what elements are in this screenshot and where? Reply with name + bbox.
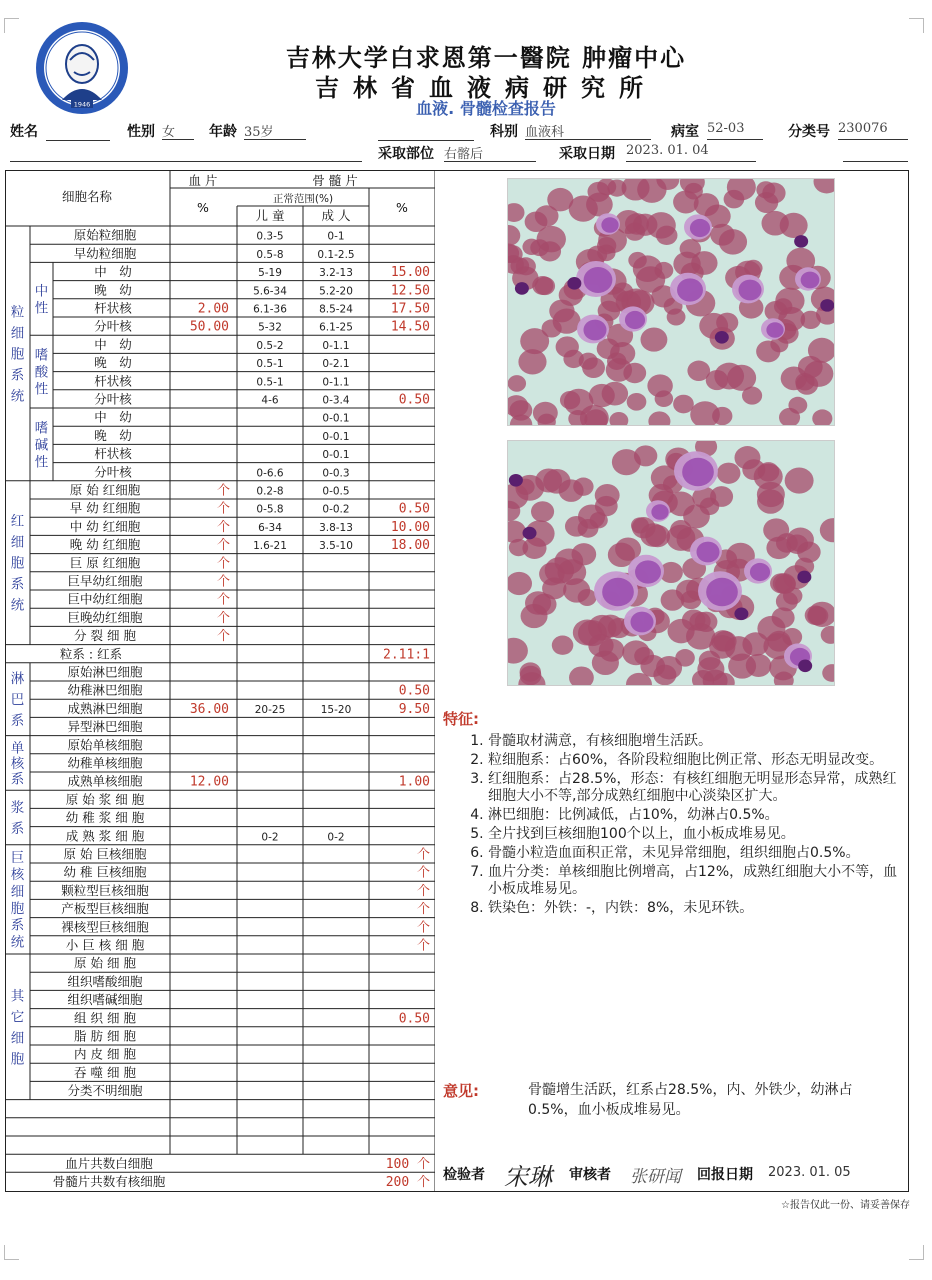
cell-name: 中 幼 红细胞 bbox=[69, 518, 141, 534]
blank-line bbox=[843, 143, 908, 162]
cell-name: 分 裂 细 胞 bbox=[74, 628, 136, 644]
cell-name: 原 始 细 胞 bbox=[74, 955, 136, 971]
cell-count-table bbox=[5, 170, 435, 1192]
cell-name: 巨晚幼红细胞 bbox=[67, 609, 143, 625]
blood-count: 个 bbox=[216, 574, 230, 590]
blood-pct: 50.00 bbox=[189, 319, 229, 335]
red-blood-cell bbox=[700, 497, 720, 515]
cell-name: 巨中幼红细胞 bbox=[67, 591, 143, 607]
header-cell-name: 细胞名称 bbox=[61, 189, 113, 204]
red-blood-cell bbox=[547, 188, 573, 211]
range-adult: 0-1.1 bbox=[322, 376, 350, 389]
red-blood-cell bbox=[770, 573, 792, 593]
cell-name: 巨 原 红细胞 bbox=[69, 555, 141, 571]
cell-name: 分叶核 bbox=[94, 464, 132, 480]
cell-name: 晚 幼 bbox=[94, 427, 132, 443]
red-blood-cell bbox=[641, 328, 668, 352]
cell-name: 成 熟 浆 细 胞 bbox=[65, 828, 145, 844]
red-blood-cell bbox=[673, 190, 699, 213]
range-adult: 0-2.1 bbox=[322, 358, 350, 371]
feature-item: 4. 淋巴细胞：比例减低，占10%，幼淋占0.5%。 bbox=[488, 807, 908, 824]
blood-count: 个 bbox=[216, 501, 230, 517]
cell-nucleus bbox=[696, 542, 719, 563]
subgroup-label: 嗜酸性 bbox=[34, 347, 49, 398]
blank-line bbox=[378, 122, 474, 141]
cell-name: 组织嗜酸细胞 bbox=[67, 973, 143, 989]
feature-item: 2. 粒细胞系：占60%，各阶段粒细胞比例正常、形态无明显改变。 bbox=[488, 752, 908, 769]
red-blood-cell bbox=[763, 518, 789, 541]
return-date-value: 2023. 01. 05 bbox=[768, 1165, 851, 1180]
microscope-image-top bbox=[507, 178, 835, 426]
ward-value: 52-03 bbox=[707, 121, 763, 140]
corner-mark bbox=[909, 18, 924, 33]
ward-label: 病室 bbox=[671, 124, 699, 140]
red-blood-cell bbox=[756, 341, 780, 363]
group-label: 红细胞系统 bbox=[10, 513, 25, 614]
red-blood-cell bbox=[756, 181, 775, 198]
cell-nucleus bbox=[801, 272, 820, 289]
cell-name: 组 织 细 胞 bbox=[74, 1010, 136, 1026]
range-child: 6.1-36 bbox=[253, 303, 287, 316]
group-label: 其它细胞 bbox=[10, 988, 25, 1068]
range-child: 20-25 bbox=[254, 703, 286, 716]
marrow-pct: 2.11:1 bbox=[383, 647, 430, 663]
cell-name: 颗粒型巨核细胞 bbox=[61, 882, 149, 898]
cell-name: 分叶核 bbox=[94, 391, 132, 407]
range-child: 6-34 bbox=[258, 521, 282, 534]
header-marrow: 骨 髓 片 bbox=[312, 173, 358, 188]
red-blood-cell bbox=[607, 352, 626, 369]
blood-pct: 12.00 bbox=[189, 774, 229, 790]
range-adult: 3.2-13 bbox=[319, 267, 353, 280]
red-blood-cell bbox=[667, 309, 686, 326]
small-dark-cell bbox=[820, 299, 834, 312]
feature-item: 8. 铁染色：外铁：-，内铁：8%，未见环铁。 bbox=[488, 900, 908, 917]
reviewer-label: 审核者 bbox=[569, 1167, 611, 1183]
range-child: 4-6 bbox=[261, 394, 279, 407]
range-adult: 0-0.5 bbox=[322, 485, 350, 498]
red-blood-cell bbox=[598, 615, 623, 638]
red-blood-cell bbox=[537, 226, 566, 252]
cell-name: 粒系 : 红系 bbox=[59, 646, 123, 662]
cell-name: 分类不明细胞 bbox=[67, 1083, 143, 1099]
total-blood-value: 100 个 bbox=[385, 1157, 430, 1173]
header-adult: 成 人 bbox=[321, 208, 351, 223]
corner-mark bbox=[909, 1245, 924, 1260]
range-child: 0.5-1 bbox=[256, 376, 284, 389]
marrow-pct: 10.00 bbox=[390, 519, 430, 535]
red-blood-cell bbox=[628, 252, 646, 269]
blood-pct: 2.00 bbox=[197, 301, 229, 317]
range-child: 0-5.8 bbox=[256, 503, 284, 516]
cell-name: 晚 幼 红细胞 bbox=[69, 537, 141, 553]
cell-nucleus bbox=[583, 320, 606, 341]
cell-name: 晚 幼 bbox=[94, 355, 132, 371]
small-dark-cell bbox=[567, 277, 581, 290]
cell-name: 原 始 浆 细 胞 bbox=[65, 791, 145, 807]
footer-note: ☆报告仅此一份、请妥善保存 bbox=[781, 1200, 910, 1211]
range-adult: 0.1-2.5 bbox=[317, 248, 355, 261]
cell-name: 成熟单核细胞 bbox=[67, 773, 143, 789]
cell-nucleus bbox=[690, 219, 710, 237]
red-blood-cell bbox=[595, 484, 620, 506]
corner-mark bbox=[4, 1245, 19, 1260]
cell-name: 原 始 巨核细胞 bbox=[63, 846, 147, 862]
cell-nucleus bbox=[677, 278, 703, 301]
logo-year: 1946 bbox=[73, 100, 91, 109]
red-blood-cell bbox=[805, 605, 827, 625]
small-dark-cell bbox=[515, 282, 529, 295]
small-dark-cell bbox=[797, 571, 811, 584]
cell-nucleus bbox=[750, 563, 770, 581]
red-blood-cell bbox=[573, 619, 602, 645]
small-dark-cell bbox=[509, 474, 523, 487]
cell-name: 成熟淋巴细胞 bbox=[67, 700, 143, 716]
tester-label: 检验者 bbox=[443, 1167, 485, 1183]
red-blood-cell bbox=[717, 463, 741, 484]
red-blood-cell bbox=[582, 357, 605, 378]
range-adult: 0-0.2 bbox=[322, 503, 350, 516]
cell-name: 早 幼 红细胞 bbox=[69, 500, 141, 516]
cell-name: 杆状核 bbox=[94, 446, 132, 462]
red-blood-cell bbox=[706, 370, 728, 390]
cell-name: 中 幼 bbox=[94, 264, 132, 280]
red-blood-cell bbox=[785, 468, 814, 494]
cell-nucleus bbox=[706, 578, 738, 607]
feature-item: 7. 血片分类：单核细胞比例增高，占12%，成熟红细胞大小不等，血小板成堆易见。 bbox=[488, 864, 908, 898]
cell-name: 晚 幼 bbox=[94, 282, 132, 298]
marrow-pct: 个 bbox=[416, 902, 430, 918]
red-blood-cell bbox=[612, 449, 641, 475]
cell-name: 分叶核 bbox=[94, 318, 132, 334]
marrow-pct: 个 bbox=[416, 938, 430, 954]
range-child: 5.6-34 bbox=[253, 285, 287, 298]
red-blood-cell bbox=[549, 300, 574, 323]
range-adult: 3.8-13 bbox=[319, 521, 353, 534]
cell-name: 原始单核细胞 bbox=[67, 737, 143, 753]
red-blood-cell bbox=[640, 523, 666, 547]
red-blood-cell bbox=[680, 239, 701, 258]
red-blood-cell bbox=[552, 636, 574, 655]
header-blood: 血 片 bbox=[188, 173, 218, 188]
header-child: 儿 童 bbox=[255, 208, 285, 223]
marrow-pct: 个 bbox=[416, 865, 430, 881]
blood-count: 个 bbox=[216, 538, 230, 554]
date-label: 采取日期 bbox=[559, 146, 615, 162]
marrow-pct: 15.00 bbox=[390, 265, 430, 281]
range-child: 0-6.6 bbox=[256, 467, 284, 480]
range-child: 0.5-1 bbox=[256, 358, 284, 371]
red-blood-cell bbox=[808, 338, 835, 363]
range-child: 0.5-2 bbox=[256, 339, 284, 352]
marrow-pct: 18.00 bbox=[390, 538, 430, 554]
range-adult: 15-20 bbox=[320, 703, 352, 716]
sex-value: 女 bbox=[162, 121, 194, 140]
red-blood-cell bbox=[520, 666, 542, 686]
cell-nucleus bbox=[602, 578, 634, 607]
cell-nucleus bbox=[738, 280, 761, 301]
feature-item: 3. 红细胞系：占28.5%，形态：有核红细胞无明显形态异常，成熟红细胞大小不等,部分成熟红细胞中心淡染区扩大。 bbox=[488, 771, 908, 805]
range-adult: 0-2 bbox=[327, 831, 345, 844]
red-blood-cell bbox=[590, 512, 608, 528]
class-label: 分类号 bbox=[788, 124, 830, 140]
cell-nucleus bbox=[630, 612, 653, 633]
red-blood-cell bbox=[587, 182, 609, 202]
cell-name: 异型淋巴细胞 bbox=[67, 719, 143, 735]
marrow-pct: 0.50 bbox=[398, 1011, 430, 1027]
group-label: 粒细胞系统 bbox=[10, 304, 25, 405]
cell-nucleus bbox=[766, 322, 783, 338]
header-normal-range: 正常范围(%) bbox=[272, 193, 334, 205]
site-value: 右髂后 bbox=[444, 143, 536, 162]
red-blood-cell bbox=[507, 572, 532, 595]
range-child: 0.2-8 bbox=[256, 485, 284, 498]
group-label: 浆系 bbox=[10, 800, 25, 837]
range-adult: 6.1-25 bbox=[319, 321, 353, 334]
cell-name: 原始淋巴细胞 bbox=[67, 664, 143, 680]
red-blood-cell bbox=[742, 387, 762, 405]
cell-name: 杆状核 bbox=[94, 300, 132, 316]
cell-name: 吞 噬 细 胞 bbox=[74, 1064, 136, 1080]
red-blood-cell bbox=[533, 402, 558, 424]
dept-value: 血液科 bbox=[525, 121, 651, 140]
cell-nucleus bbox=[601, 217, 618, 233]
cell-name: 原 始 红细胞 bbox=[69, 482, 141, 498]
cell-name: 原始粒细胞 bbox=[73, 227, 137, 243]
hospital-name: 吉林大学白求恩第一醫院 肿瘤中心 bbox=[285, 43, 687, 72]
small-dark-cell bbox=[798, 659, 812, 672]
red-blood-cell bbox=[525, 591, 551, 615]
red-blood-cell bbox=[725, 636, 753, 661]
small-dark-cell bbox=[523, 527, 537, 540]
cell-name: 裸核型巨核细胞 bbox=[61, 919, 149, 935]
range-child: 5-19 bbox=[258, 267, 282, 280]
cell-nucleus bbox=[584, 267, 613, 293]
blood-count: 个 bbox=[216, 519, 230, 535]
range-adult: 0-1.1 bbox=[322, 339, 350, 352]
blood-count: 个 bbox=[216, 610, 230, 626]
name-label: 姓名 bbox=[10, 124, 38, 140]
range-adult: 8.5-24 bbox=[319, 303, 353, 316]
name-value bbox=[46, 122, 110, 141]
group-label: 巨核细胞系统 bbox=[10, 850, 25, 951]
subgroup-label: 中性 bbox=[34, 283, 49, 317]
red-blood-cell bbox=[653, 665, 676, 686]
range-adult: 0-0.1 bbox=[322, 412, 350, 425]
tester-signature: 宋琳 bbox=[504, 1163, 552, 1191]
red-blood-cell bbox=[559, 479, 584, 502]
blood-pct: 36.00 bbox=[189, 701, 229, 717]
small-dark-cell bbox=[734, 607, 748, 620]
features-heading: 特征: bbox=[443, 710, 479, 728]
red-blood-cell bbox=[646, 212, 675, 239]
range-child: 1.6-21 bbox=[253, 540, 287, 553]
cell-name: 内 皮 细 胞 bbox=[74, 1046, 136, 1062]
cell-name: 中 幼 bbox=[94, 336, 132, 352]
range-adult: 5.2-20 bbox=[319, 285, 353, 298]
return-date-label: 回报日期 bbox=[697, 1167, 753, 1183]
cell-name: 组织嗜碱细胞 bbox=[67, 992, 143, 1008]
feature-item: 6. 骨髓小粒造血面积正常，未见异常细胞，组织细胞占0.5%。 bbox=[488, 845, 908, 862]
range-adult: 3.5-10 bbox=[319, 540, 353, 553]
small-dark-cell bbox=[715, 331, 729, 344]
marrow-pct: 17.50 bbox=[390, 301, 430, 317]
marrow-pct: 1.00 bbox=[398, 774, 430, 790]
red-blood-cell bbox=[647, 374, 672, 397]
microscope-image-bottom bbox=[507, 440, 835, 686]
red-blood-cell bbox=[531, 501, 554, 522]
blood-count: 个 bbox=[216, 483, 230, 499]
red-blood-cell bbox=[545, 557, 574, 584]
range-child: 0.5-8 bbox=[256, 248, 284, 261]
red-blood-cell bbox=[746, 654, 772, 677]
range-child: 5-32 bbox=[258, 321, 282, 334]
range-child: 0.3-5 bbox=[256, 230, 284, 243]
marrow-pct: 14.50 bbox=[390, 319, 430, 335]
total-marrow-label: 骨髓片共数有核细胞 bbox=[52, 1174, 166, 1190]
cell-nucleus bbox=[635, 560, 661, 583]
cell-name: 幼 稚 巨核细胞 bbox=[63, 864, 147, 880]
blood-count: 个 bbox=[216, 556, 230, 572]
red-blood-cell bbox=[602, 382, 628, 406]
range-adult: 0-0.3 bbox=[322, 467, 350, 480]
total-marrow-value: 200 个 bbox=[385, 1175, 430, 1191]
corner-mark bbox=[4, 18, 19, 33]
range-adult: 0-1 bbox=[327, 230, 345, 243]
cell-nucleus bbox=[682, 458, 714, 487]
blood-count: 个 bbox=[216, 592, 230, 608]
report-title: 血液. 骨髓检查报告 bbox=[416, 99, 556, 118]
date-value: 2023. 01. 04 bbox=[626, 143, 756, 162]
range-adult: 0-3.4 bbox=[322, 394, 350, 407]
header-marrow-pct: % bbox=[396, 200, 408, 215]
red-blood-cell bbox=[800, 311, 820, 329]
marrow-pct: 0.50 bbox=[398, 392, 430, 408]
red-blood-cell bbox=[627, 393, 647, 411]
reviewer-signature: 张研闻 bbox=[630, 1167, 681, 1187]
subgroup-label: 嗜碱性 bbox=[34, 420, 49, 471]
group-label: 单核系 bbox=[10, 740, 25, 788]
marrow-pct: 个 bbox=[416, 847, 430, 863]
institute-name: 吉林省血液病研究所 bbox=[315, 73, 657, 102]
header-blood-pct: % bbox=[197, 200, 209, 215]
cell-name: 中 幼 bbox=[94, 409, 132, 425]
site-label: 采取部位 bbox=[378, 146, 434, 162]
red-blood-cell bbox=[682, 609, 705, 630]
red-blood-cell bbox=[754, 464, 783, 490]
marrow-pct: 个 bbox=[416, 920, 430, 936]
range-child: 0-2 bbox=[261, 831, 279, 844]
red-blood-cell bbox=[520, 328, 549, 354]
feature-item: 1. 骨髓取材满意，有核细胞增生活跃。 bbox=[488, 733, 908, 750]
marrow-pct: 0.50 bbox=[398, 683, 430, 699]
cell-name: 产板型巨核细胞 bbox=[61, 901, 149, 917]
red-blood-cell bbox=[508, 375, 526, 392]
red-blood-cell bbox=[563, 350, 583, 368]
class-value: 230076 bbox=[838, 121, 908, 140]
features-list bbox=[468, 733, 908, 919]
age-label: 年龄 bbox=[209, 124, 237, 140]
cell-name: 脂 肪 细 胞 bbox=[74, 1028, 136, 1044]
opinion-text: 骨髓增生活跃，红系占28.5%，内、外铁少，幼淋占0.5%，血小板成堆易见。 bbox=[528, 1082, 853, 1118]
cell-name: 早幼粒细胞 bbox=[73, 245, 137, 261]
blood-count: 个 bbox=[216, 629, 230, 645]
red-blood-cell bbox=[670, 520, 691, 539]
sex-label: 性别 bbox=[127, 124, 155, 140]
marrow-pct: 个 bbox=[416, 883, 430, 899]
red-blood-cell bbox=[804, 361, 833, 387]
red-blood-cell bbox=[592, 651, 619, 675]
opinion-heading: 意见: bbox=[443, 1082, 479, 1100]
cell-nucleus bbox=[651, 504, 668, 520]
blank-line bbox=[10, 143, 362, 162]
marrow-pct: 12.50 bbox=[390, 283, 430, 299]
red-blood-cell bbox=[673, 395, 694, 414]
cell-name: 幼稚淋巴细胞 bbox=[67, 682, 143, 698]
total-blood-label: 血片共数白细胞 bbox=[65, 1156, 153, 1172]
age-value: 35岁 bbox=[244, 121, 306, 140]
range-adult: 0-0.1 bbox=[322, 430, 350, 443]
small-dark-cell bbox=[794, 235, 808, 248]
cell-name: 幼 稚 浆 细 胞 bbox=[65, 810, 145, 826]
marrow-pct: 0.50 bbox=[398, 501, 430, 517]
red-blood-cell bbox=[636, 266, 665, 292]
dept-label: 科别 bbox=[490, 124, 518, 140]
red-blood-cell bbox=[772, 607, 795, 628]
cell-name: 巨早幼红细胞 bbox=[67, 573, 143, 589]
feature-item: 5. 全片找到巨核细胞100个以上，血小板成堆易见。 bbox=[488, 826, 908, 843]
cell-nucleus bbox=[625, 311, 645, 329]
red-blood-cell bbox=[762, 211, 789, 236]
red-blood-cell bbox=[522, 537, 546, 559]
cell-name: 杆状核 bbox=[94, 373, 132, 389]
range-adult: 0-0.1 bbox=[322, 449, 350, 462]
cell-name: 小 巨 核 细 胞 bbox=[65, 937, 145, 953]
red-blood-cell bbox=[560, 391, 580, 409]
red-blood-cell bbox=[716, 313, 738, 333]
marrow-pct: 9.50 bbox=[398, 701, 430, 717]
cell-name: 幼稚单核细胞 bbox=[67, 755, 143, 771]
group-label: 淋巴系 bbox=[10, 671, 25, 730]
